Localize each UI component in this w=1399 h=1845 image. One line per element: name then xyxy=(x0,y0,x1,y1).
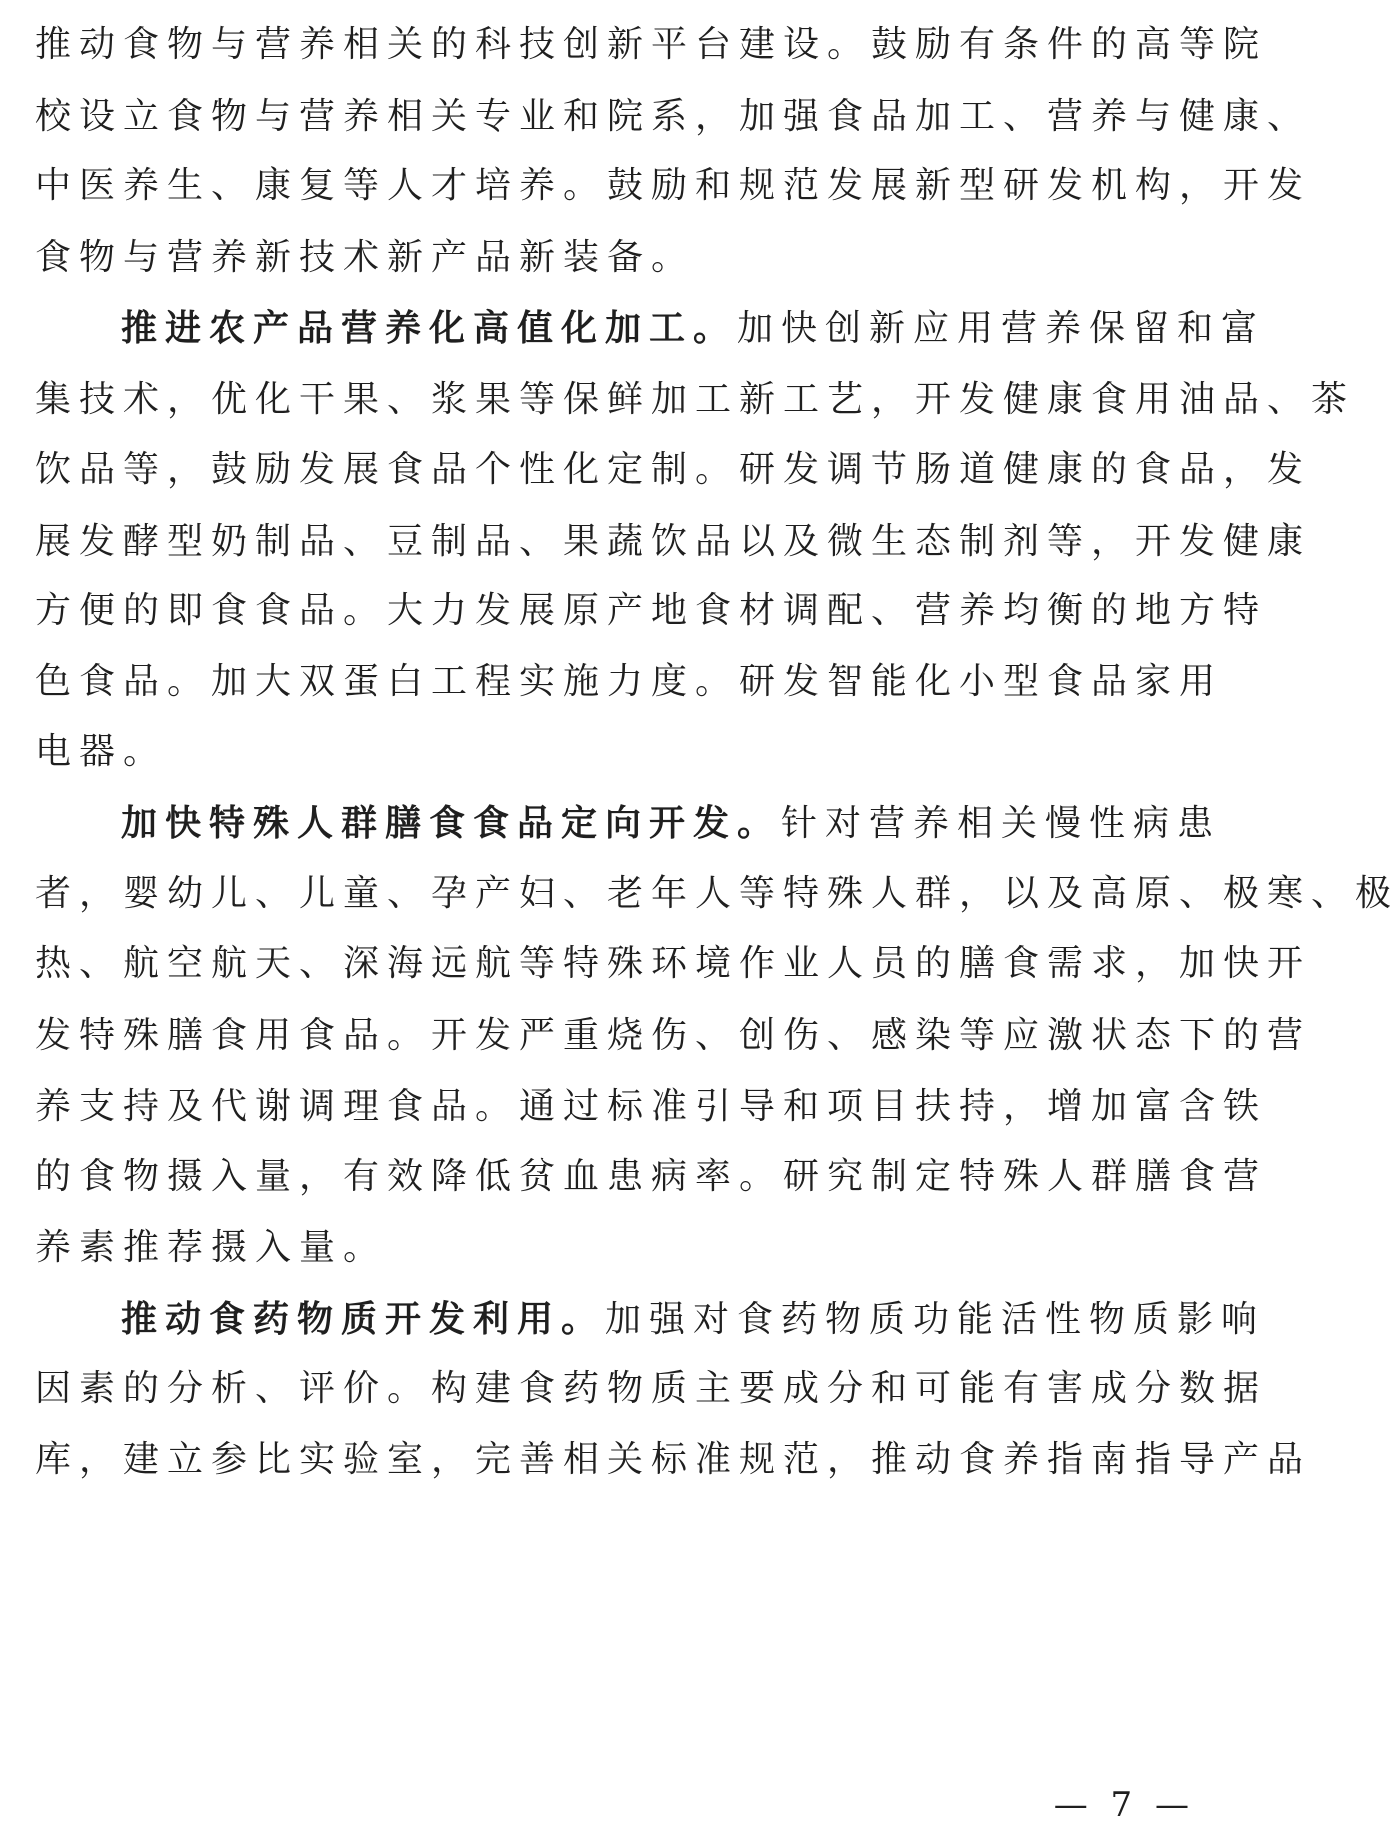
text-line-11: 电器。 xyxy=(35,731,168,772)
text-line-10: 色食品。加大双蛋白工程实施力度。研发智能化小型食品家用 xyxy=(35,661,1224,702)
text-line-9: 方便的即食食品。大力发展原产地食材调配、营养均衡的地方特 xyxy=(35,590,1268,631)
paragraph-heading-line: 加快特殊人群膳食食品定向开发。针对营养相关慢性病患 xyxy=(121,802,1222,844)
bold-heading: 推进农产品营养化高值化加工。 xyxy=(121,307,738,349)
page-number: — 7 — xyxy=(1053,1785,1195,1825)
text-line-17: 的食物摄入量，有效降低贫血患病率。研究制定特殊人群膳食营 xyxy=(35,1156,1268,1197)
bold-heading: 推动食药物质开发利用。 xyxy=(121,1298,606,1340)
paragraph-heading-line: 推进农产品营养化高值化加工。加快创新应用营养保留和富 xyxy=(121,307,1266,349)
text-line-4: 食物与营养新技术新产品新装备。 xyxy=(35,237,696,278)
bold-heading: 加快特殊人群膳食食品定向开发。 xyxy=(121,802,782,844)
text-line-6: 集技术，优化干果、浆果等保鲜加工新工艺，开发健康食用油品、茶 xyxy=(35,379,1356,420)
text-line-16: 养支持及代谢调理食品。通过标准引导和项目扶持，增加富含铁 xyxy=(35,1086,1268,1127)
text-line-7: 饮品等，鼓励发展食品个性化定制。研发调节肠道健康的食品，发 xyxy=(35,449,1312,490)
text-line-18: 养素推荐摄入量。 xyxy=(35,1227,388,1268)
text-line-2: 校设立食物与营养相关专业和院系，加强食品加工、营养与健康、 xyxy=(35,96,1312,137)
paragraph-heading-line: 推动食药物质开发利用。加强对食药物质功能活性物质影响 xyxy=(121,1298,1266,1340)
text-line-14: 热、航空航天、深海远航等特殊环境作业人员的膳食需求，加快开 xyxy=(35,943,1312,984)
text-line-8: 展发酵型奶制品、豆制品、果蔬饮品以及微生态制剂等，开发健康 xyxy=(35,521,1312,562)
text-line-1: 推动食物与营养相关的科技创新平台建设。鼓励有条件的高等院 xyxy=(35,24,1268,65)
text-line-3: 中医养生、康复等人才培养。鼓励和规范发展新型研发机构，开发 xyxy=(35,165,1312,206)
text-line-15: 发特殊膳食用食品。开发严重烧伤、创伤、感染等应激状态下的营 xyxy=(35,1015,1312,1056)
text-line-13: 者，婴幼儿、儿童、孕产妇、老年人等特殊人群，以及高原、极寒、极 xyxy=(35,873,1399,914)
text-line-20: 因素的分析、评价。构建食药物质主要成分和可能有害成分数据 xyxy=(35,1368,1268,1409)
text-line-21: 库，建立参比实验室，完善相关标准规范，推动食养指南指导产品 xyxy=(35,1439,1312,1480)
